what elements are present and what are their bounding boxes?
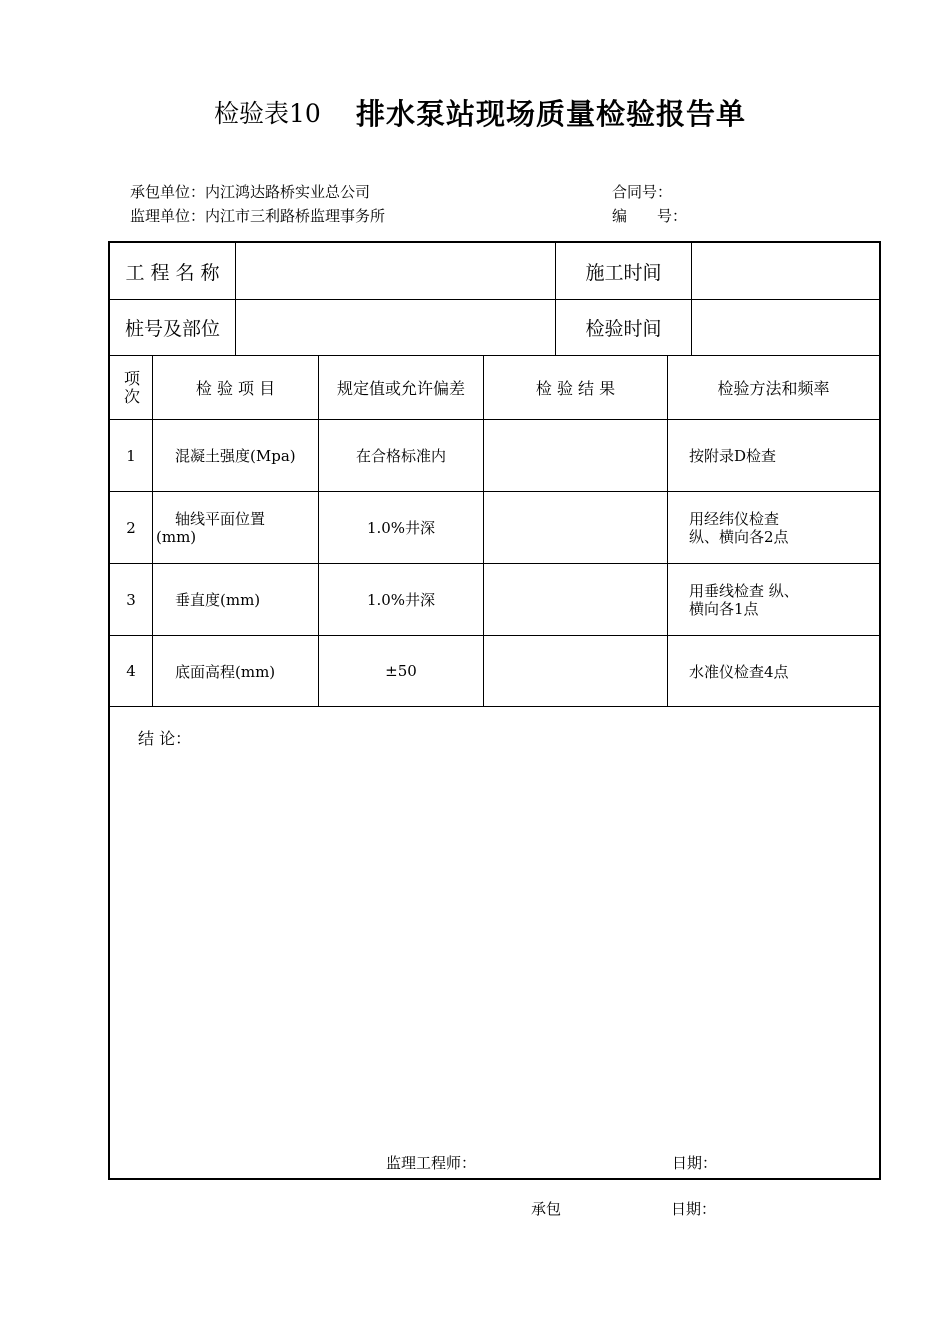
supervisor-row [130, 205, 385, 226]
contractor-value: 内江鸿达路桥实业总公司 [205, 183, 371, 201]
contractor-label: 承包单位： [130, 183, 206, 201]
column-header-no: 项 次 [124, 368, 141, 406]
divider [110, 706, 879, 707]
inspection-time-label: 检验时间 [585, 318, 662, 340]
supervisor-value: 内江市三利路桥监理事务所 [205, 207, 386, 225]
row-no: 4 [126, 662, 136, 680]
row-no: 2 [126, 518, 136, 537]
row-method: 水准仪检查4点 [689, 662, 789, 681]
serial-no-label: 编 号： [612, 207, 688, 225]
construction-time-label: 施工时间 [585, 261, 662, 284]
title-prefix: 检验表10 [214, 99, 321, 128]
engineer-label: 监理工程师： [386, 1154, 477, 1172]
station-field[interactable] [236, 300, 555, 355]
row-spec: 1.0%井深 [366, 591, 436, 609]
inspection-time-field[interactable] [692, 300, 879, 355]
row-spec: 1.0%井深 [366, 519, 436, 537]
station-label: 桩号及部位 [124, 318, 220, 340]
row-method: 用经纬仪检查 纵、横向各2点 [689, 509, 789, 546]
row-method: 用垂线检查 纵、横向各1点 [689, 581, 799, 618]
row-item: 底面高程(mm) [175, 662, 276, 681]
project-name-label: 工 程 名 称 [125, 261, 220, 284]
contractor-row [130, 181, 370, 202]
page-title: 排水泵站现场质量检验报告单 [356, 97, 747, 131]
conclusion-date-label: 日期： [672, 1154, 718, 1172]
column-header-method: 检验方法和频率 [717, 379, 830, 398]
row-item: 轴线平面位置(mm) [156, 509, 266, 546]
row-result[interactable] [484, 420, 667, 491]
row-result[interactable] [484, 564, 667, 635]
row-spec: ±50 [385, 662, 417, 680]
row-item: 垂直度(mm) [175, 591, 261, 609]
column-header-item: 检 验 项 目 [195, 379, 276, 398]
footer-date-label: 日期： [671, 1200, 717, 1218]
row-result[interactable] [484, 492, 667, 563]
supervisor-label: 监理单位： [130, 207, 206, 225]
report-form [108, 241, 881, 1180]
row-no: 3 [126, 590, 136, 609]
column-header-spec: 规定值或允许偏差 [336, 379, 465, 398]
conclusion-label: 结 论： [138, 729, 192, 748]
construction-time-field[interactable] [692, 243, 879, 299]
contract-no-label: 合同号： [612, 183, 673, 201]
row-item: 混凝土强度(Mpa) [175, 447, 296, 465]
column-header-result: 检 验 结 果 [535, 379, 616, 398]
project-name-field[interactable] [236, 243, 555, 299]
row-method: 按附录D检查 [689, 447, 777, 465]
contractor-sign-label: 承包 [531, 1200, 562, 1218]
row-spec: 在合格标准内 [355, 447, 446, 465]
row-no: 1 [126, 446, 136, 465]
row-result[interactable] [484, 636, 667, 706]
